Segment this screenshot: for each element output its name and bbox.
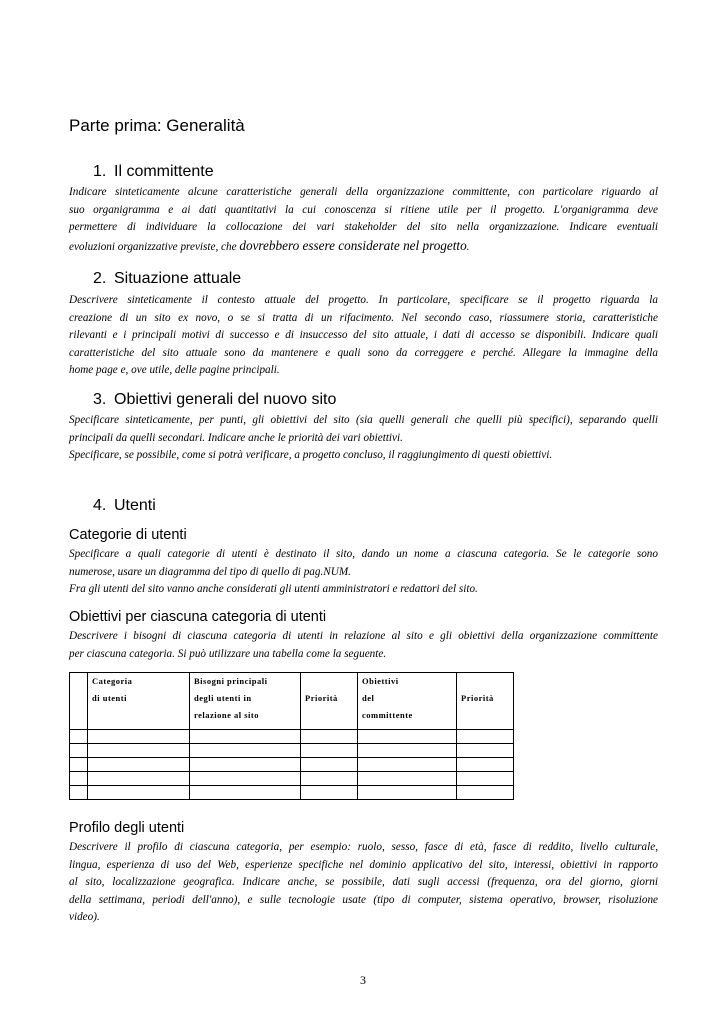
- subsection-heading-obiettivi-categoria: Obiettivi per ciascuna categoria di utenti: [69, 609, 327, 625]
- text-line: Specificare, se possibile, come si potrà verificare, a progetto concluso, il raggiungimento di questi obiettivi.: [69, 449, 553, 461]
- text-line: della settimana, periodi dell'anno), e sulle tecnologie usate (tipo di computer, sistema operativo, browser, risoluzione: [69, 893, 658, 906]
- subsection-text-profilo: [69, 839, 658, 927]
- table-header-bisogni: [190, 673, 301, 730]
- section-number: 1.: [93, 163, 107, 180]
- subsection-text-categorie: [69, 546, 658, 599]
- section-text-obiettivi: [69, 412, 658, 465]
- subsection-heading-profilo: Profilo degli utenti: [69, 820, 185, 836]
- table-header-row: [70, 673, 514, 730]
- table-header-categoria: [88, 673, 190, 730]
- text-line: Specificare a quali categorie di utenti è destinato il sito, dando un nome a ciascuna categoria. Se le categorie sono: [69, 548, 658, 560]
- text-line: per ciascuna categoria. Si può utilizzare una tabella come la seguente.: [69, 647, 387, 660]
- text-fragment: .: [466, 240, 470, 253]
- table-header-obiettivi: [358, 673, 457, 730]
- text-line: video).: [69, 911, 100, 923]
- header-text: Obiettivi: [362, 676, 399, 686]
- table-row: [70, 786, 514, 800]
- text-line: Descrivere sinteticamente il contesto attuale del progetto. In particolare, specificare se il progetto riguarda la: [69, 294, 658, 306]
- section-title: Il committente: [114, 163, 214, 180]
- objectives-table: [69, 672, 514, 800]
- section-number: 4.: [93, 497, 107, 514]
- table-header-priorita-committente: [457, 673, 514, 730]
- text-line: [69, 237, 658, 257]
- header-text: Categoria: [92, 676, 133, 686]
- header-text: relazione al sito: [194, 710, 259, 720]
- text-line: Specificare sinteticamente, per punti, gli obiettivi del sito (sia quelli generali che quelli più specifici), separando quelli: [69, 414, 658, 426]
- text-line: Descrivere i bisogni di ciascuna categoria di utenti in relazione al sito e gli obiettivi della organizzazione committente: [69, 630, 658, 642]
- text-fragment: evoluzioni organizzative previste, che: [69, 240, 240, 253]
- header-text: Priorità: [461, 693, 494, 703]
- text-line: Indicare sinteticamente alcune caratteristiche generali della organizzazione committente, con particolare riguardo al: [69, 186, 658, 198]
- text-line: numerose, usare un diagramma del tipo di quello di pag.NUM.: [69, 565, 351, 578]
- section-heading-obiettivi: [93, 391, 336, 409]
- text-fragment-emphasis: dovrebbero essere considerate nel progetto: [239, 237, 467, 253]
- text-line: rilevanti e i principali motivi di successo e di insuccesso del sito attuale, i dati di accesso se disponibili. Indicare quali: [69, 329, 658, 341]
- table-row: [70, 772, 514, 786]
- section-text-situazione: [69, 292, 658, 380]
- text-line: suo organigramma e ai dati quantitativi la cui conoscenza si ritiene utile per il progetto. L'organigramma deve: [69, 203, 658, 216]
- text-line: caratteristiche del sito attuale sono da mantenere e quali sono da correggere e perché. Allegare la immagine della: [69, 346, 658, 359]
- header-text: Bisogni principali: [194, 676, 268, 686]
- text-line: creazione di un sito ex novo, o se si tratta di un rifacimento. Nel secondo caso, riassumere storia, caratteristiche: [69, 311, 658, 324]
- text-line: Fra gli utenti del sito vanno anche considerati gli utenti amministratori e redattori del sito.: [69, 583, 478, 595]
- section-heading-committente: [93, 163, 214, 181]
- subsection-text-obiettivi-categoria: [69, 628, 658, 663]
- header-text: committente: [362, 710, 413, 720]
- section-title: Utenti: [114, 497, 156, 514]
- table-row: [70, 730, 514, 744]
- section-text-committente: [69, 184, 658, 256]
- text-line: Descrivere il profilo di ciascuna categoria, per esempio: ruolo, sesso, fasce di età, fasce di reddito, livello culturale,: [69, 841, 658, 853]
- section-heading-utenti: [93, 497, 156, 515]
- section-title: Obiettivi generali del nuovo sito: [114, 391, 337, 408]
- page-title: Parte prima: Generalità: [69, 116, 245, 135]
- text-line: permettere di individuare la collocazione dei vari stakeholder del sito nella organizzazione. Indicare eventuali: [69, 221, 658, 233]
- text-line: al sito, localizzazione geografica. Indicare anche, se possibile, dati sugli accessi (frequenza, ora del giorno, giorni: [69, 876, 658, 888]
- section-number: 2.: [93, 270, 107, 287]
- section-heading-situazione: [93, 270, 241, 288]
- table-row: [70, 758, 514, 772]
- page-number: 3: [360, 973, 366, 987]
- header-text: Priorità: [305, 693, 338, 703]
- header-text: di utenti: [92, 693, 127, 703]
- text-line: principali da quelli secondari. Indicare anche le priorità dei vari obiettivi.: [69, 431, 403, 444]
- text-line: home page e, ove utile, delle pagine principali.: [69, 364, 280, 376]
- header-text: degli utenti in: [194, 693, 252, 703]
- text-line: lingua, esperienza di uso del Web, esperienze specifiche nel dominio applicativo del sito, interessi, obiettivi in rapporto: [69, 858, 658, 871]
- section-title: Situazione attuale: [114, 270, 242, 287]
- table-header-priorita: [301, 673, 358, 730]
- table-cell: [70, 673, 88, 730]
- section-number: 3.: [93, 391, 107, 408]
- header-text: del: [362, 693, 375, 703]
- table-row: [70, 744, 514, 758]
- subsection-heading-categorie: Categorie di utenti: [69, 527, 187, 543]
